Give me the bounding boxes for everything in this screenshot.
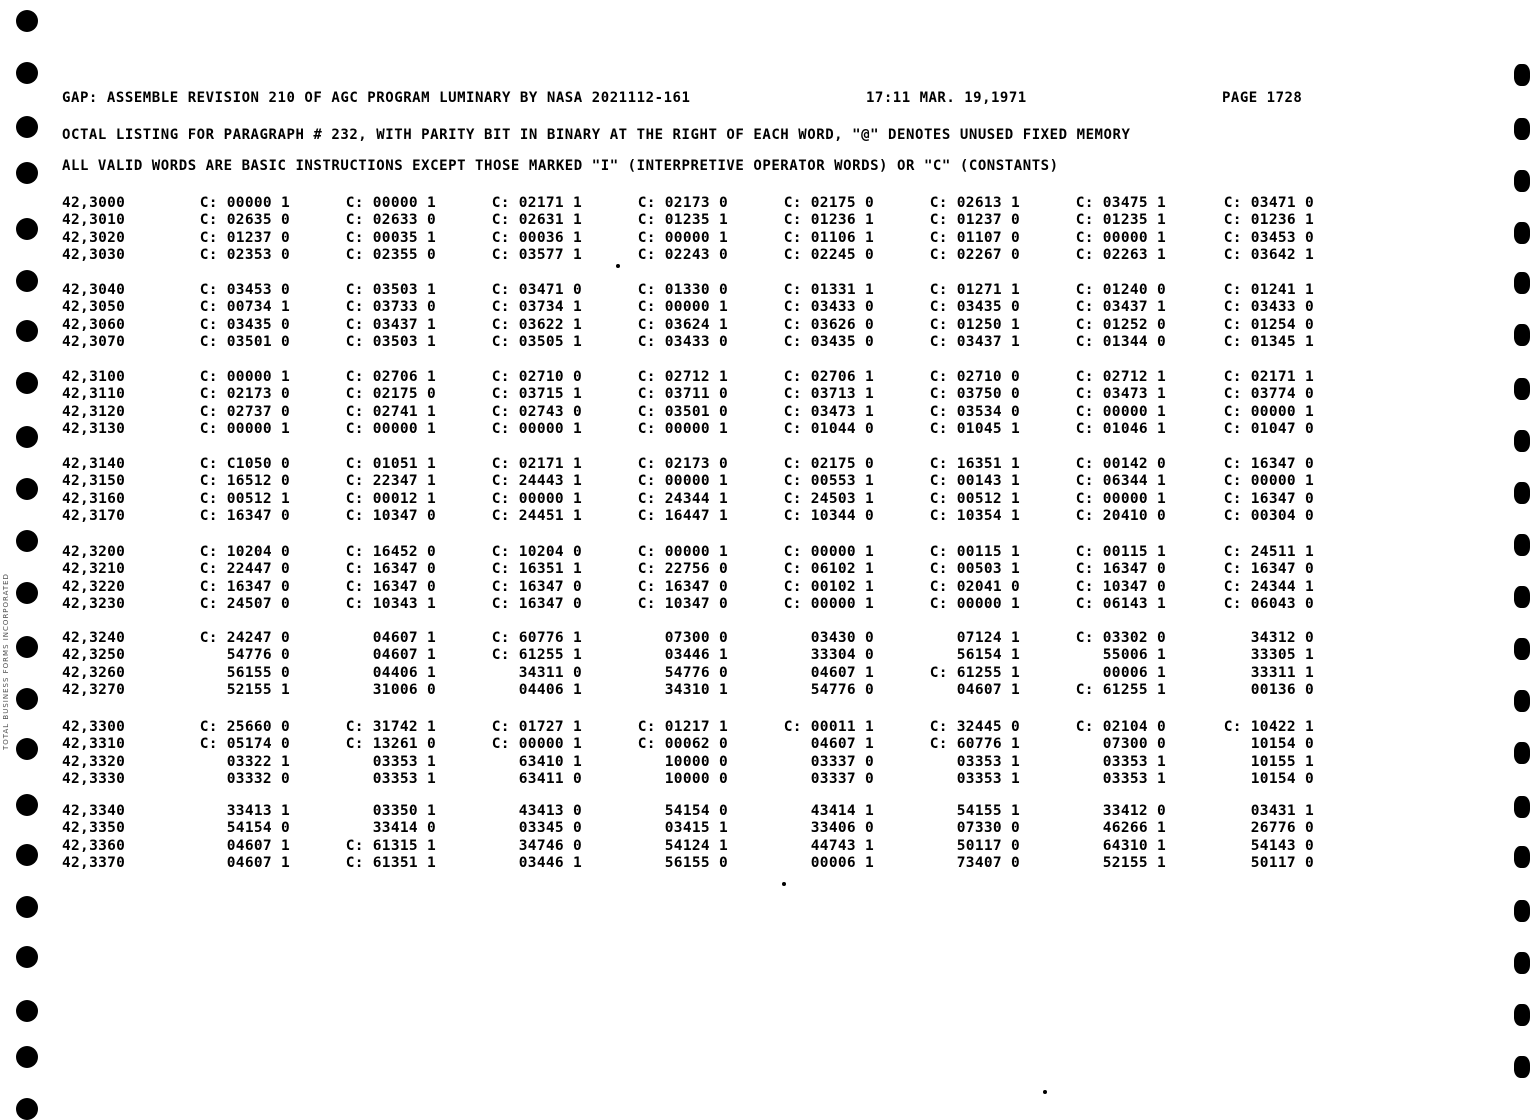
octal-word: C: 03437 1 (345, 316, 436, 333)
row-address: 42,3230 (62, 595, 126, 612)
octal-word: 46266 1 (1102, 820, 1166, 837)
octal-word: C: 03733 0 (345, 299, 436, 316)
octal-word: C: 00000 1 (783, 595, 874, 612)
octal-word: C: 01727 1 (491, 719, 582, 735)
row-address: 42,3370 (62, 854, 126, 871)
octal-word: C: 05174 0 (199, 736, 290, 753)
octal-word: C: 01044 0 (783, 420, 874, 437)
octal-word: C: 16347 0 (1223, 456, 1314, 472)
octal-word: C: 01236 1 (783, 212, 874, 229)
print-speck (616, 264, 620, 268)
octal-word: C: 02635 0 (199, 212, 290, 229)
octal-word: C: 22756 0 (637, 561, 728, 578)
octal-word: 04607 1 (810, 664, 874, 681)
octal-word: C: 01344 0 (1075, 333, 1166, 350)
octal-word: 07300 0 (1102, 736, 1166, 753)
octal-word: 03353 1 (372, 753, 436, 770)
octal-word: C: 13261 0 (345, 736, 436, 753)
octal-word: 26776 0 (1250, 820, 1314, 837)
octal-word: C: 00143 1 (929, 473, 1020, 490)
octal-word: C: 03750 0 (929, 386, 1020, 403)
octal-word: 10155 1 (1250, 753, 1314, 770)
octal-word: C: 02741 1 (345, 403, 436, 420)
octal-word: C: 24503 1 (783, 490, 874, 507)
octal-word: 03332 0 (226, 770, 290, 787)
octal-word: C: 01250 1 (929, 316, 1020, 333)
octal-word: C: 03435 0 (199, 316, 290, 333)
octal-word: C: 22347 1 (345, 473, 436, 490)
octal-word: C: 03734 1 (491, 299, 582, 316)
octal-word: C: 02243 0 (637, 246, 728, 263)
row-address: 42,3070 (62, 333, 126, 350)
octal-word: C: 61255 1 (1075, 681, 1166, 698)
octal-word: C: 16512 0 (199, 473, 290, 490)
octal-word: 03431 1 (1250, 803, 1314, 819)
row-address: 42,3330 (62, 770, 126, 787)
octal-word: 04607 1 (226, 854, 290, 871)
octal-word: C: 00000 1 (199, 195, 290, 211)
octal-word: 54154 0 (664, 803, 728, 819)
octal-word: C: 02706 1 (345, 369, 436, 385)
octal-word: 03446 1 (518, 854, 582, 871)
octal-word: C: 00000 1 (1223, 473, 1314, 490)
octal-word: C: 16347 0 (637, 578, 728, 595)
octal-word: 07124 1 (956, 630, 1020, 646)
octal-word: C: 02173 0 (637, 195, 728, 211)
octal-word: C: 00142 0 (1075, 456, 1166, 472)
listing-legend: ALL VALID WORDS ARE BASIC INSTRUCTIONS EXCEPT THOSE MARKED "I" (INTERPRETIVE OPERATOR WORDS) OR "C" (CONSTANTS) (62, 158, 1059, 174)
octal-word: C: 01217 1 (637, 719, 728, 735)
octal-word: 10154 0 (1250, 770, 1314, 787)
octal-word: 54776 0 (226, 647, 290, 664)
octal-word: C: 03503 1 (345, 282, 436, 298)
octal-word: C: 03534 0 (929, 403, 1020, 420)
octal-word: C: 61255 1 (929, 664, 1020, 681)
octal-word: 07330 0 (956, 820, 1020, 837)
row-address: 42,3100 (62, 369, 126, 385)
row-address: 42,3010 (62, 212, 126, 229)
octal-word: 52155 1 (1102, 854, 1166, 871)
octal-word: C: 16347 0 (199, 578, 290, 595)
octal-word: C: 31742 1 (345, 719, 436, 735)
octal-word: C: 02104 0 (1075, 719, 1166, 735)
octal-word: C: 00000 1 (929, 595, 1020, 612)
octal-word: 54143 0 (1250, 837, 1314, 854)
row-address: 42,3050 (62, 299, 126, 316)
octal-word: C: 01240 0 (1075, 282, 1166, 298)
octal-word: C: 02171 1 (491, 195, 582, 211)
row-address: 42,3060 (62, 316, 126, 333)
octal-word: C: 16351 1 (491, 561, 582, 578)
octal-word: C: 25660 0 (199, 719, 290, 735)
octal-word: C: 03433 0 (783, 299, 874, 316)
octal-word: C: 10204 0 (199, 544, 290, 560)
octal-word: C: 10343 1 (345, 595, 436, 612)
octal-word: C: 03453 0 (1223, 229, 1314, 246)
octal-word: C: 02710 0 (929, 369, 1020, 385)
octal-word: C: 03715 1 (491, 386, 582, 403)
octal-word: C: 00000 1 (491, 420, 582, 437)
octal-word: 04607 1 (810, 736, 874, 753)
octal-word: C: 01106 1 (783, 229, 874, 246)
octal-word: 56155 0 (664, 854, 728, 871)
octal-word: C: 16347 0 (1223, 490, 1314, 507)
octal-word: C: 03624 1 (637, 316, 728, 333)
octal-word: C: 16447 1 (637, 507, 728, 524)
octal-word: C: 00553 1 (783, 473, 874, 490)
row-address: 42,3120 (62, 403, 126, 420)
octal-word: 33304 0 (810, 647, 874, 664)
octal-word: C: 03453 0 (199, 282, 290, 298)
octal-word: 56155 0 (226, 664, 290, 681)
octal-word: C: 00000 1 (199, 369, 290, 385)
octal-word: C: 60776 1 (491, 630, 582, 646)
octal-word: C: 24507 0 (199, 595, 290, 612)
row-address: 42,3310 (62, 736, 126, 753)
octal-word: C: 61351 1 (345, 854, 436, 871)
row-address: 42,3030 (62, 246, 126, 263)
octal-word: 55006 1 (1102, 647, 1166, 664)
octal-word: 03415 1 (664, 820, 728, 837)
octal-word: C: 02171 1 (491, 456, 582, 472)
octal-word: C: 06344 1 (1075, 473, 1166, 490)
row-address: 42,3110 (62, 386, 126, 403)
octal-word: C: 00036 1 (491, 229, 582, 246)
octal-word: 54776 0 (664, 664, 728, 681)
octal-word: 50117 0 (956, 837, 1020, 854)
page-number: PAGE 1728 (1222, 90, 1303, 106)
octal-word: 00006 1 (1102, 664, 1166, 681)
octal-word: 34746 0 (518, 837, 582, 854)
octal-word: C: 03433 0 (637, 333, 728, 350)
octal-word: C: 00000 1 (783, 544, 874, 560)
octal-word: C: 02712 1 (637, 369, 728, 385)
octal-word: C: 06043 0 (1223, 595, 1314, 612)
octal-word: 33305 1 (1250, 647, 1314, 664)
octal-word: 07300 0 (664, 630, 728, 646)
octal-word: 50117 0 (1250, 854, 1314, 871)
octal-word: 03353 1 (956, 753, 1020, 770)
octal-word: 10000 0 (664, 770, 728, 787)
octal-word: C: 02613 1 (929, 195, 1020, 211)
octal-word: 33406 0 (810, 820, 874, 837)
octal-word: C: 01237 0 (199, 229, 290, 246)
octal-word: 04607 1 (956, 681, 1020, 698)
octal-word: C: 00000 1 (1075, 490, 1166, 507)
row-address: 42,3220 (62, 578, 126, 595)
octal-word: 03322 1 (226, 753, 290, 770)
octal-word: 04607 1 (226, 837, 290, 854)
octal-word: C: 16347 0 (491, 595, 582, 612)
row-address: 42,3160 (62, 490, 126, 507)
row-address: 42,3170 (62, 507, 126, 524)
octal-word: 03353 1 (1102, 770, 1166, 787)
octal-word: C: 24443 1 (491, 473, 582, 490)
octal-word: C: 00000 1 (637, 420, 728, 437)
octal-word: C: 00102 1 (783, 578, 874, 595)
octal-word: 54154 0 (226, 820, 290, 837)
octal-word: 43413 0 (518, 803, 582, 819)
octal-word: C: 02175 0 (783, 195, 874, 211)
octal-word: C: 10347 0 (345, 507, 436, 524)
octal-word: C: 24247 0 (199, 630, 290, 646)
listing-title: GAP: ASSEMBLE REVISION 210 OF AGC PROGRAM LUMINARY BY NASA 2021112-161 (62, 90, 691, 106)
octal-word: C: 01254 0 (1223, 316, 1314, 333)
row-address: 42,3150 (62, 473, 126, 490)
octal-word: C: 03505 1 (491, 333, 582, 350)
octal-word: C: 03437 1 (929, 333, 1020, 350)
octal-word: C: 01045 1 (929, 420, 1020, 437)
octal-word: C: 03711 0 (637, 386, 728, 403)
octal-word: C: 01051 1 (345, 456, 436, 472)
row-address: 42,3340 (62, 803, 126, 819)
row-address: 42,3250 (62, 647, 126, 664)
octal-word: C: 00115 1 (1075, 544, 1166, 560)
octal-word: C: 06102 1 (783, 561, 874, 578)
octal-word: C: 00000 1 (637, 229, 728, 246)
octal-word: C: 02175 0 (345, 386, 436, 403)
octal-word: C: 06143 1 (1075, 595, 1166, 612)
octal-word: C: 02041 0 (929, 578, 1020, 595)
octal-word: C: 02175 0 (783, 456, 874, 472)
octal-word: C: 03433 0 (1223, 299, 1314, 316)
octal-word: 64310 1 (1102, 837, 1166, 854)
octal-word: C: 22447 0 (199, 561, 290, 578)
octal-word: C: 01330 0 (637, 282, 728, 298)
octal-word: C: 01107 0 (929, 229, 1020, 246)
octal-word: C: 00512 1 (199, 490, 290, 507)
octal-word: C: 03302 0 (1075, 630, 1166, 646)
octal-word: 03446 1 (664, 647, 728, 664)
octal-word: C: 01345 1 (1223, 333, 1314, 350)
octal-word: C: 02263 1 (1075, 246, 1166, 263)
octal-word: 00136 0 (1250, 681, 1314, 698)
octal-word: C: 00000 1 (1223, 403, 1314, 420)
octal-word: 54155 1 (956, 803, 1020, 819)
print-speck (1043, 1090, 1047, 1094)
row-address: 42,3320 (62, 753, 126, 770)
octal-word: C: 03501 0 (637, 403, 728, 420)
octal-word: 04406 1 (372, 664, 436, 681)
octal-word: C: 00012 1 (345, 490, 436, 507)
octal-word: C: 00000 1 (345, 420, 436, 437)
octal-word: C: 24344 1 (1223, 578, 1314, 595)
row-address: 42,3350 (62, 820, 126, 837)
octal-word: C: 03475 1 (1075, 195, 1166, 211)
row-address: 42,3260 (62, 664, 126, 681)
octal-word: C: 16347 0 (1223, 561, 1314, 578)
octal-word: C: 10347 0 (1075, 578, 1166, 595)
octal-word: 03353 1 (956, 770, 1020, 787)
row-address: 42,3210 (62, 561, 126, 578)
octal-word: C: 03642 1 (1223, 246, 1314, 263)
octal-word: 03350 1 (372, 803, 436, 819)
octal-word: C: 60776 1 (929, 736, 1020, 753)
octal-word: 54776 0 (810, 681, 874, 698)
octal-word: C: 02171 1 (1223, 369, 1314, 385)
octal-word: 73407 0 (956, 854, 1020, 871)
octal-word: C: 32445 0 (929, 719, 1020, 735)
octal-word: C: 02353 0 (199, 246, 290, 263)
print-speck (782, 882, 786, 886)
octal-word: C: 03435 0 (783, 333, 874, 350)
octal-word: C: 02743 0 (491, 403, 582, 420)
octal-word: C: 02631 1 (491, 212, 582, 229)
octal-word: 33412 0 (1102, 803, 1166, 819)
octal-word: C: 00062 0 (637, 736, 728, 753)
octal-word: C: 10347 0 (637, 595, 728, 612)
octal-word: 44743 1 (810, 837, 874, 854)
form-vendor-margin-text: TOTAL BUSINESS FORMS INCORPORATED (2, 573, 10, 750)
octal-word: C: 16347 0 (1075, 561, 1166, 578)
octal-word: C: 00115 1 (929, 544, 1020, 560)
octal-word: C: 01271 1 (929, 282, 1020, 298)
octal-word: C: 01235 1 (637, 212, 728, 229)
octal-word: 03353 1 (1102, 753, 1166, 770)
row-address: 42,3130 (62, 420, 126, 437)
octal-word: 10000 0 (664, 753, 728, 770)
octal-word: C: 02173 0 (199, 386, 290, 403)
octal-word: 04607 1 (372, 647, 436, 664)
octal-word: C: 01241 1 (1223, 282, 1314, 298)
octal-word: C: 16347 0 (199, 507, 290, 524)
octal-word: C: 01047 0 (1223, 420, 1314, 437)
octal-word: C: 01046 1 (1075, 420, 1166, 437)
octal-word: C: 16351 1 (929, 456, 1020, 472)
octal-word: C: 03473 1 (783, 403, 874, 420)
octal-word: 04607 1 (372, 630, 436, 646)
octal-word: C: 00000 1 (345, 195, 436, 211)
row-address: 42,3300 (62, 719, 126, 735)
row-address: 42,3140 (62, 456, 126, 472)
octal-word: 04406 1 (518, 681, 582, 698)
octal-word: 03430 0 (810, 630, 874, 646)
octal-word: C: 01236 1 (1223, 212, 1314, 229)
octal-word: 56154 1 (956, 647, 1020, 664)
octal-word: 03337 0 (810, 753, 874, 770)
row-address: 42,3000 (62, 195, 126, 211)
octal-word: C: 02737 0 (199, 403, 290, 420)
octal-word: 10154 0 (1250, 736, 1314, 753)
octal-word: C: C1050 0 (199, 456, 290, 472)
octal-word: C: 16452 0 (345, 544, 436, 560)
octal-word: C: 00503 1 (929, 561, 1020, 578)
octal-word: 03353 1 (372, 770, 436, 787)
octal-word: 52155 1 (226, 681, 290, 698)
octal-word: C: 03471 0 (491, 282, 582, 298)
octal-word: C: 01237 0 (929, 212, 1020, 229)
listing-timestamp: 17:11 MAR. 19,1971 (866, 90, 1027, 106)
octal-word: C: 00000 1 (491, 736, 582, 753)
octal-word: 34312 0 (1250, 630, 1314, 646)
octal-word: C: 02267 0 (929, 246, 1020, 263)
octal-word: 03345 0 (518, 820, 582, 837)
row-address: 42,3040 (62, 282, 126, 298)
octal-word: C: 01235 1 (1075, 212, 1166, 229)
octal-word: 33413 1 (226, 803, 290, 819)
octal-word: C: 00512 1 (929, 490, 1020, 507)
row-address: 42,3360 (62, 837, 126, 854)
octal-word: C: 02706 1 (783, 369, 874, 385)
octal-word: C: 02712 1 (1075, 369, 1166, 385)
octal-word: C: 02355 0 (345, 246, 436, 263)
octal-word: C: 16347 0 (491, 578, 582, 595)
octal-word: C: 03437 1 (1075, 299, 1166, 316)
octal-word: C: 03471 0 (1223, 195, 1314, 211)
octal-word: C: 61315 1 (345, 837, 436, 854)
octal-word: 34310 1 (664, 681, 728, 698)
octal-word: 43414 1 (810, 803, 874, 819)
octal-word: 34311 0 (518, 664, 582, 681)
octal-word: C: 02245 0 (783, 246, 874, 263)
octal-word: C: 03774 0 (1223, 386, 1314, 403)
octal-word: 63411 0 (518, 770, 582, 787)
octal-word: C: 24344 1 (637, 490, 728, 507)
octal-word: C: 00035 1 (345, 229, 436, 246)
listing-description: OCTAL LISTING FOR PARAGRAPH # 232, WITH PARITY BIT IN BINARY AT THE RIGHT OF EACH WORD, "@" DENOTES UNUSED FIXED MEMORY (62, 127, 1131, 143)
octal-word: C: 01252 0 (1075, 316, 1166, 333)
octal-word: 31006 0 (372, 681, 436, 698)
octal-word: C: 10344 0 (783, 507, 874, 524)
octal-word: C: 61255 1 (491, 647, 582, 664)
octal-word: C: 02633 0 (345, 212, 436, 229)
octal-word: 03337 0 (810, 770, 874, 787)
octal-word: C: 00000 1 (491, 490, 582, 507)
octal-word: C: 03473 1 (1075, 386, 1166, 403)
octal-word: C: 00000 1 (199, 420, 290, 437)
octal-word: C: 10422 1 (1223, 719, 1314, 735)
octal-word: C: 00734 1 (199, 299, 290, 316)
octal-word: C: 10204 0 (491, 544, 582, 560)
octal-word: C: 01331 1 (783, 282, 874, 298)
octal-word: C: 03577 1 (491, 246, 582, 263)
octal-word: 00006 1 (810, 854, 874, 871)
octal-word: C: 20410 0 (1075, 507, 1166, 524)
octal-word: C: 00011 1 (783, 719, 874, 735)
octal-word: C: 00000 1 (637, 473, 728, 490)
octal-word: C: 03503 1 (345, 333, 436, 350)
octal-word: C: 24511 1 (1223, 544, 1314, 560)
octal-word: C: 00000 1 (637, 299, 728, 316)
octal-word: C: 03626 0 (783, 316, 874, 333)
octal-word: C: 02710 0 (491, 369, 582, 385)
octal-word: C: 03435 0 (929, 299, 1020, 316)
octal-word: 33311 1 (1250, 664, 1314, 681)
octal-word: 54124 1 (664, 837, 728, 854)
octal-word: C: 00000 1 (1075, 403, 1166, 420)
octal-word: C: 00000 1 (1075, 229, 1166, 246)
octal-word: 33414 0 (372, 820, 436, 837)
octal-word: C: 24451 1 (491, 507, 582, 524)
octal-word: C: 03501 0 (199, 333, 290, 350)
row-address: 42,3270 (62, 681, 126, 698)
octal-word: C: 00304 0 (1223, 507, 1314, 524)
row-address: 42,3200 (62, 544, 126, 560)
octal-word: C: 03622 1 (491, 316, 582, 333)
octal-word: C: 16347 0 (345, 561, 436, 578)
octal-word: C: 10354 1 (929, 507, 1020, 524)
row-address: 42,3240 (62, 630, 126, 646)
octal-word: C: 03713 1 (783, 386, 874, 403)
octal-word: C: 00000 1 (637, 544, 728, 560)
octal-word: 63410 1 (518, 753, 582, 770)
octal-word: C: 16347 0 (345, 578, 436, 595)
octal-word: C: 02173 0 (637, 456, 728, 472)
row-address: 42,3020 (62, 229, 126, 246)
